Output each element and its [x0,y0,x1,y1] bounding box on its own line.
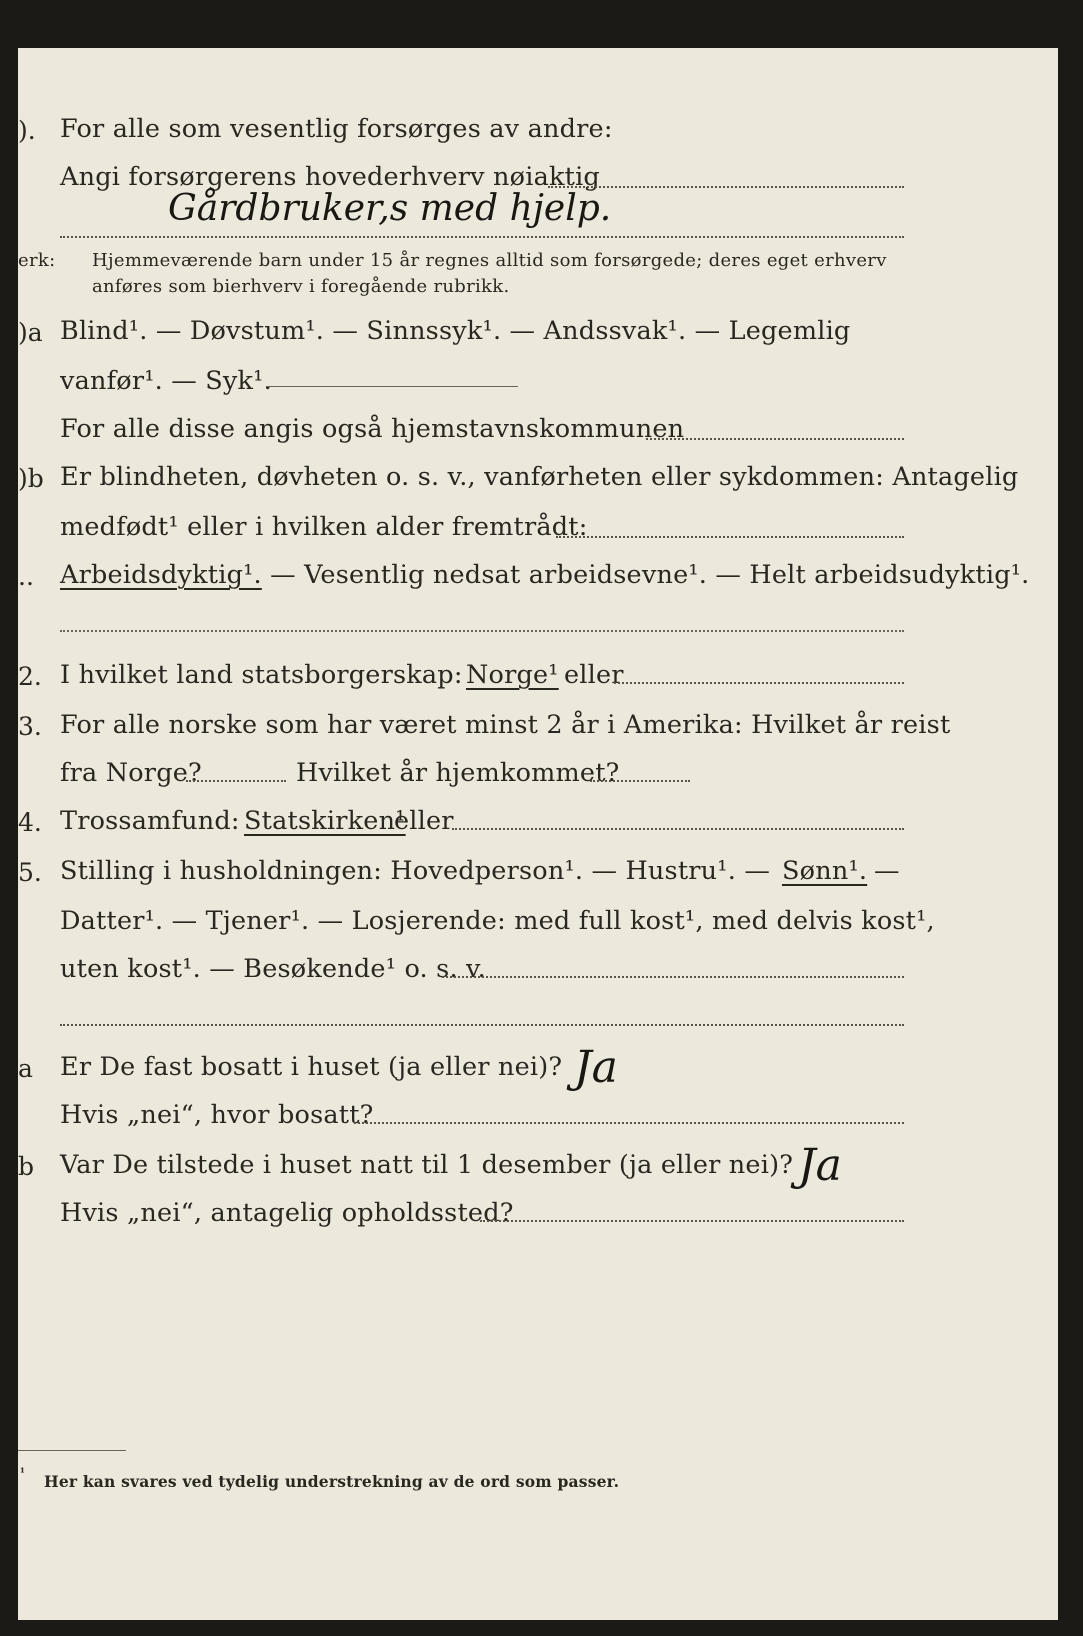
q24-faith-line [452,828,904,830]
footnote-rule [18,1450,126,1451]
q25-line-2: Datter¹. — Tjener¹. — Losjerende: med full kost¹, med delvis kost¹, [60,906,935,936]
q20a-sick-line [266,386,518,387]
q24-text: Trossamfund: [60,806,240,836]
q25-number: 5. [18,858,42,887]
q23-emigrated-label: fra Norge? [60,758,202,788]
q21-text [60,560,1029,590]
q23-returned-line [590,780,690,782]
q22-number: 2. [18,662,42,691]
q21-number: .. [18,562,34,591]
q26b-handwritten-answer: Ja [798,1140,842,1191]
q20b-line-1: Er blindheten, døvheten o. s. v., vanførheten eller sykdommen: Antagelig [60,462,1019,492]
q26b-number: b [18,1152,35,1181]
q20a-line-3: For alle disse angis også hjemstavnskommunen [60,414,685,444]
q26a-line-2: Hvis „nei“, hvor bosatt? [60,1100,374,1130]
q25-line-1: Stilling i husholdningen: Hovedperson¹. — Hustru¹. — [60,856,771,886]
q23-returned-label: Hvilket år hjemkommet? [296,758,620,788]
q20b-line-2: medfødt¹ eller i hvilken alder fremtrådt: [60,512,588,542]
q19-answer-line [60,236,904,238]
q20b-number: )b [18,464,44,493]
q25-status-line [442,976,904,978]
q25-answer-line [60,1024,904,1026]
q24-eller: eller [394,806,454,836]
note-line-1: Hjemmeværende barn under 15 år regnes alltid som forsørgede; deres eget erhverv [92,250,887,271]
footnote-text: Her kan svares ved tydelig understrekning av de ord som passer. [44,1472,620,1491]
q22-country-line [614,682,904,684]
q23-emigrated-line [186,780,286,782]
q21-remaining-options: — Vesentlig nedsat arbeidsevne¹. — Helt arbeidsudyktig¹. [261,560,1030,590]
note-line-2: anføres som bierhverv i foregående rubrikk. [92,276,510,297]
q26a-residence-line [354,1122,904,1124]
q19-handwritten-answer: Gårdbruker,s med hjelp. [168,188,612,229]
census-form-page [18,48,1058,1620]
q20a-line-1: Blind¹. — Døvstum¹. — Sinnssyk¹. — Andssvak¹. — Legemlig [60,316,851,346]
q21-answer-line [60,630,904,632]
q23-line-1: For alle norske som har været minst 2 år i Amerika: Hvilket år reist [60,710,951,740]
q26a-number: a [18,1054,33,1083]
q22-eller: eller [564,660,624,690]
q25-dash: — [874,856,900,886]
q26b-line-2: Hvis „nei“, antagelig opholdssted? [60,1198,514,1228]
q26b-whereabouts-line [480,1220,904,1222]
q20a-number: )a [18,318,43,347]
q20a-line-2: vanfør¹. — Syk¹. [60,366,272,396]
q25-option-sonn: Sønn¹. [782,856,868,886]
footnote-mark: ¹ [20,1466,26,1479]
q26a-line-1: Er De fast bosatt i huset (ja eller nei)? [60,1052,563,1082]
note-label: erk: [18,250,56,271]
q26b-line-1: Var De tilstede i huset natt til 1 desember (ja eller nei)? [60,1150,794,1180]
q22-text: I hvilket land statsborgerskap: [60,660,463,690]
q24-number: 4. [18,808,42,837]
q26a-handwritten-answer: Ja [574,1042,618,1093]
q21-option-work-capable: Arbeidsdyktig¹. [60,560,262,590]
q19-text: For alle som vesentlig forsørges av andre: [60,114,613,144]
q22-option-norge: Norge¹ [466,660,559,690]
q19-number: ). [18,116,36,145]
q20a-home-municipality-line [646,438,904,440]
q20b-age-line [556,536,904,538]
q24-option-statskirken: Statskirken¹ [244,806,406,836]
q23-number: 3. [18,712,42,741]
q19-occupation-label: Angi forsørgerens hovederhverv nøiaktig [60,162,600,192]
q25-line-3: uten kost¹. — Besøkende¹ o. s. v. [60,954,486,984]
